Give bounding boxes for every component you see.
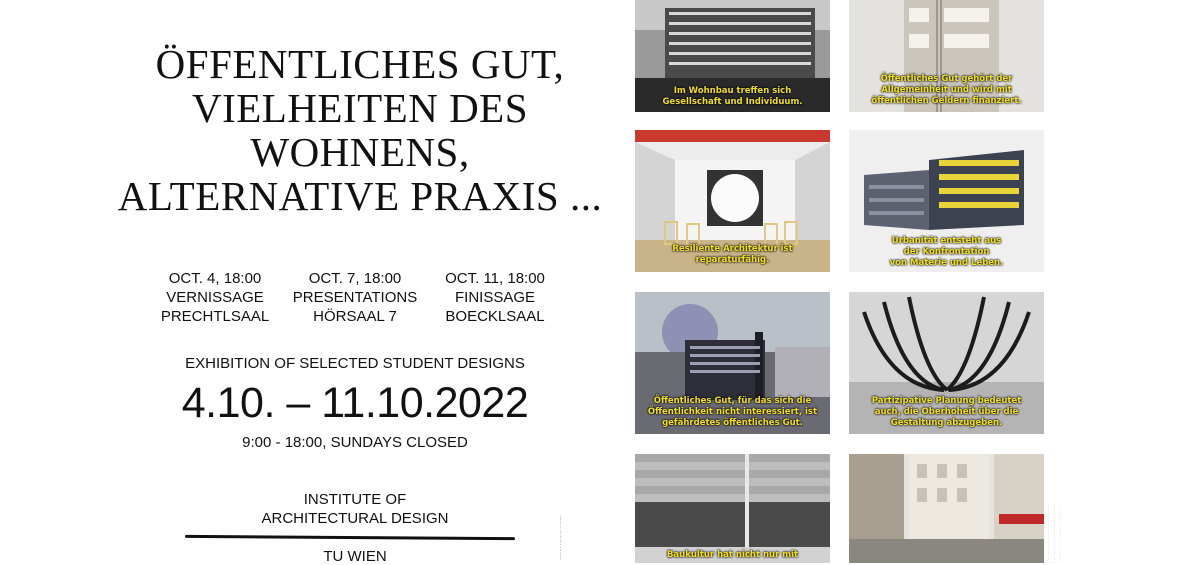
image-card-6	[849, 292, 1044, 434]
institute-line: ARCHITECTURAL DESIGN	[261, 510, 449, 527]
institute-name	[200, 490, 510, 528]
event-time: OCT. 11, 18:00	[445, 270, 545, 287]
image-card-2	[849, 0, 1044, 112]
street-scene-image	[849, 454, 1044, 563]
event-finissage	[430, 269, 560, 326]
event-room: PRECHTLSAAL	[160, 308, 270, 325]
image-card-7	[635, 454, 830, 563]
image-card-5	[635, 292, 830, 434]
event-time: OCT. 7, 18:00	[308, 270, 402, 287]
event-room: HÖRSAAL 7	[313, 308, 397, 325]
small-print-left: ········ ········· ········	[558, 515, 564, 560]
image-caption: Im Wohnbau treffen sich Gesellschaft und Individuum.	[662, 86, 803, 107]
image-caption: Öffentliches Gut gehört der Allgemeinheit und wird mit öffentlichen Geldern finanziert.	[871, 74, 1022, 106]
image-caption: Öffentliches Gut, für das sich die Öffentlichkeit nicht interessiert, ist gefährdetes öffentliches Gut.	[647, 396, 818, 428]
event-type: FINISSAGE	[454, 289, 536, 306]
event-room: BOECKLSAAL	[445, 308, 545, 325]
event-vernissage	[150, 269, 280, 326]
title-line: ÖFFENTLICHES GUT,	[155, 41, 565, 87]
image-caption: Urbanität entsteht aus der Konfrontation von Materie und Leben.	[889, 236, 1004, 268]
opening-hours: 9:00 - 18:00, SUNDAYS CLOSED	[242, 434, 468, 451]
image-card-4	[849, 130, 1044, 272]
event-presentations	[290, 269, 420, 326]
image-card-1	[635, 0, 830, 112]
image-caption: Resiliente Architektur ist reparaturfähig.	[672, 244, 793, 265]
courtyard-image	[635, 454, 830, 563]
exhibition-dates: 4.10. – 11.10.2022	[181, 379, 529, 427]
image-caption: Partizipative Planung bedeutet auch, die Oberhoheit über die Gestaltung abzugeben.	[871, 396, 1022, 428]
event-type: VERNISSAGE	[166, 289, 264, 306]
exhibition-subtitle: EXHIBITION OF SELECTED STUDENT DESIGNS	[185, 355, 525, 372]
image-card-8	[849, 454, 1044, 563]
university-name: TU WIEN	[323, 548, 387, 565]
small-print-credits: · · · · · · · · · · · · · · · · · · · · · · · · · · · · · · · · · · · · · · · · · · · · · · · · · · · · · · · · · · · · · · · · · · · · · · · ·	[1046, 505, 1063, 563]
divider-line	[185, 535, 515, 540]
event-time: OCT. 4, 18:00	[168, 270, 262, 287]
title-line: ALTERNATIVE PRAXIS ...	[117, 173, 603, 219]
institute-line: INSTITUTE OF	[303, 491, 407, 508]
title-line: WOHNENS,	[250, 129, 470, 175]
poster-title	[40, 42, 680, 218]
event-type: PRESENTATIONS	[292, 289, 418, 306]
event-schedule	[150, 269, 560, 326]
image-card-3	[635, 130, 830, 272]
title-line: VIELHEITEN DES	[191, 85, 529, 131]
image-caption: Baukultur hat nicht nur mit	[666, 550, 799, 560]
